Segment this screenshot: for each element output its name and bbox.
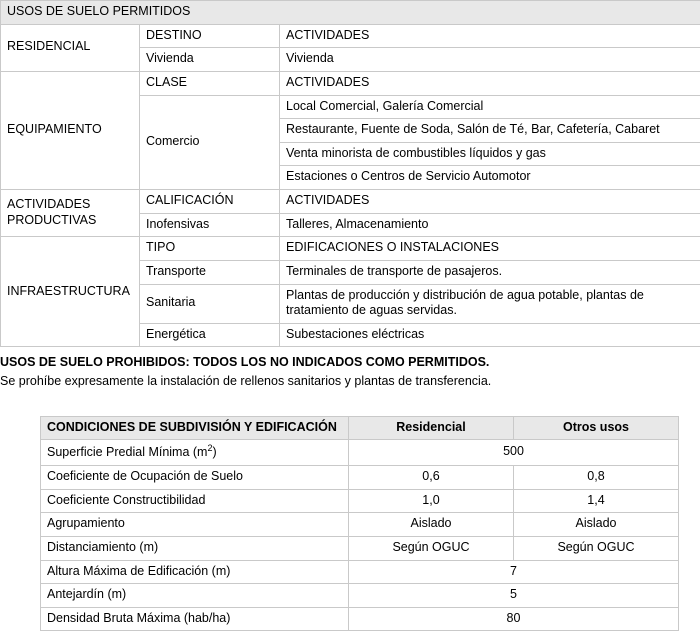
group-name-actividades-productivas: ACTIVIDADES PRODUCTIVAS (1, 190, 140, 237)
cell-instalacion-sanitaria: Plantas de producción y distribución de agua potable, plantas de tratamiento de aguas servidas. (280, 284, 700, 323)
group-header-edificaciones: EDIFICACIONES O INSTALACIONES (280, 237, 700, 261)
cell-actividad-comercio-2: Restaurante, Fuente de Soda, Salón de Té, Bar, Cafetería, Cabaret (280, 119, 700, 143)
group-header-actividades-prod: ACTIVIDADES (280, 190, 700, 214)
cell-altura-maxima-value: 7 (349, 560, 679, 584)
cell-tipo-transporte: Transporte (140, 260, 280, 284)
cell-distanciamiento-label: Distanciamiento (m) (41, 536, 349, 560)
cell-calificacion-inofensivas: Inofensivas (140, 213, 280, 237)
cell-ocupacion-suelo-label: Coeficiente de Ocupación de Suelo (41, 466, 349, 490)
cell-actividad-inofensivas: Talleres, Almacenamiento (280, 213, 700, 237)
group-header-calificacion: CALIFICACIÓN (140, 190, 280, 214)
table-row (41, 536, 679, 560)
table-row (1, 24, 700, 48)
group-header-tipo: TIPO (140, 237, 280, 261)
cell-altura-maxima-label: Altura Máxima de Edificación (m) (41, 560, 349, 584)
cell-destino-vivienda: Vivienda (140, 48, 280, 72)
table-row (41, 513, 679, 537)
condiciones-header-otros: Otros usos (514, 416, 679, 440)
cell-antejardin-value: 5 (349, 584, 679, 608)
cell-actividad-comercio-1: Local Comercial, Galería Comercial (280, 95, 700, 119)
condiciones-header-residencial: Residencial (349, 416, 514, 440)
condiciones-table (40, 416, 679, 631)
cell-actividad-comercio-3: Venta minorista de combustibles líquidos y gas (280, 142, 700, 166)
cell-agrupamiento-residencial: Aislado (349, 513, 514, 537)
cell-densidad-bruta-label: Densidad Bruta Máxima (hab/ha) (41, 607, 349, 631)
table-title-row (1, 1, 700, 25)
cell-antejardin-label: Antejardín (m) (41, 584, 349, 608)
group-name-residencial: RESIDENCIAL (1, 24, 140, 71)
cell-tipo-sanitaria: Sanitaria (140, 284, 280, 323)
cell-instalacion-energetica: Subestaciones eléctricas (280, 323, 700, 347)
cell-agrupamiento-label: Agrupamiento (41, 513, 349, 537)
usos-prohibidos-line2: Se prohíbe expresamente la instalación de rellenos sanitarios y plantas de transferencia. (0, 372, 700, 390)
condiciones-header-label: CONDICIONES DE SUBDIVISIÓN Y EDIFICACIÓN (41, 416, 349, 440)
group-header-clase: CLASE (140, 71, 280, 95)
group-header-actividades: ACTIVIDADES (280, 24, 700, 48)
cell-distanciamiento-otros: Según OGUC (514, 536, 679, 560)
table-row (41, 560, 679, 584)
table-row (41, 584, 679, 608)
cell-actividad-comercio-4: Estaciones o Centros de Servicio Automotor (280, 166, 700, 190)
usos-prohibidos-block (0, 353, 700, 389)
cell-ocupacion-suelo-otros: 0,8 (514, 466, 679, 490)
table-row (41, 466, 679, 490)
group-name-equipamiento: EQUIPAMIENTO (1, 71, 140, 189)
cell-actividad-vivienda: Vivienda (280, 48, 700, 72)
cell-ocupacion-suelo-residencial: 0,6 (349, 466, 514, 490)
cell-superficie-predial-label: Superficie Predial Mínima $(m^2)$ (41, 440, 349, 466)
cell-clase-comercio: Comercio (140, 95, 280, 190)
table-row (1, 237, 700, 261)
condiciones-header-row (41, 416, 679, 440)
cell-agrupamiento-otros: Aislado (514, 513, 679, 537)
usos-permitidos-title: USOS DE SUELO PERMITIDOS (1, 1, 700, 25)
group-header-actividades-equip: ACTIVIDADES (280, 71, 700, 95)
table-row (1, 71, 700, 95)
cell-constructibilidad-otros: 1,4 (514, 489, 679, 513)
table-row (41, 440, 679, 466)
cell-densidad-bruta-value: 80 (349, 607, 679, 631)
cell-constructibilidad-residencial: 1,0 (349, 489, 514, 513)
cell-superficie-predial-value: 500 (349, 440, 679, 466)
group-header-destino: DESTINO (140, 24, 280, 48)
table-row (1, 190, 700, 214)
condiciones-wrapper (0, 416, 700, 631)
group-name-infraestructura: INFRAESTRUCTURA (1, 237, 140, 347)
table-row (41, 607, 679, 631)
usos-prohibidos-line1: USOS DE SUELO PROHIBIDOS: TODOS LOS NO INDICADOS COMO PERMITIDOS. (0, 353, 700, 371)
cell-distanciamiento-residencial: Según OGUC (349, 536, 514, 560)
cell-tipo-energetica: Energética (140, 323, 280, 347)
cell-instalacion-transporte: Terminales de transporte de pasajeros. (280, 260, 700, 284)
cell-constructibilidad-label: Coeficiente Constructibilidad (41, 489, 349, 513)
table-row (41, 489, 679, 513)
